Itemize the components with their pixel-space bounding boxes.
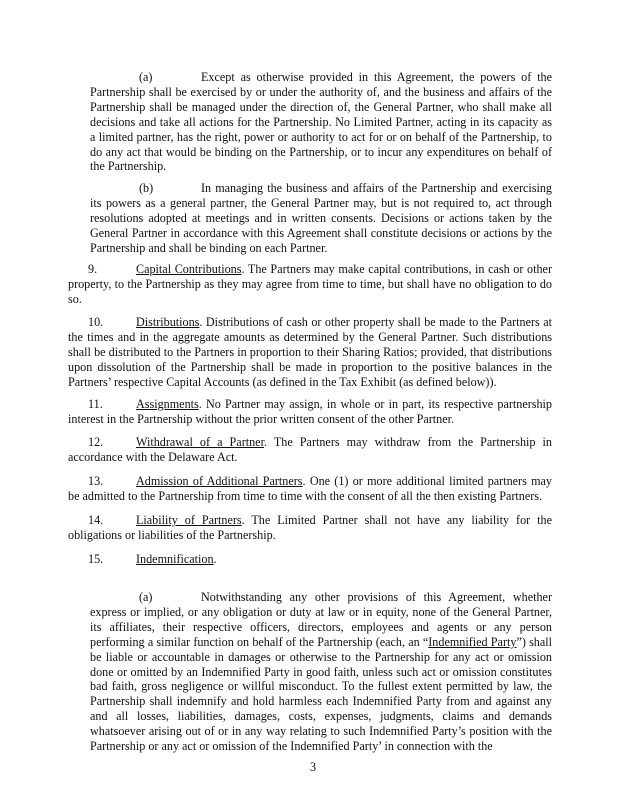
page-number: 3 [309,760,317,774]
section-10 [68,315,552,390]
section-15 [68,552,552,567]
section-number: 15. [88,552,104,566]
section-text: . The Limited Partner shall not have any liability for the obligations or liabilities of the Partnership. [68,513,553,542]
section-heading: Withdrawal of a Partner [136,435,264,449]
section-text: . No Partner may assign, in whole or in part, its respective partnership interest in the Partnership without the prior written consent of the other Partner. [68,397,552,426]
section-heading: Assignments [136,397,199,411]
section-text: . The Partners may withdraw from the Partnership in accordance with the Delaware Act. [68,435,552,464]
section-text: . Distributions of cash or other property shall be made to the Partners at the times and in the aggregate amounts as determined by the General Partner. Such distributions shall be distributed to the Partners in proportion to their Sharing Ratios; provided, that distributions upon dissolution of the Partnership shall be made in proportion to the positive balances in the Partners’ respective Capital Accounts (as defined in the Tax Exhibit (as defined below)). [68,315,552,389]
section-number: 14. [88,513,104,527]
paragraph-text: Notwithstanding any other provisions of this Agreement, whether express or implied, or any obligation or duty at law or in equity, none of the General Partner, its affiliates, their respective officers, directors, employees and agents or any person performing a similar function on behalf of the Partnership (each, an “ [90,590,552,649]
section-number: 12. [88,435,104,449]
section-heading: Distributions [136,315,200,329]
section-heading: Liability of Partners [136,513,242,527]
paragraph-8a [90,70,552,174]
paragraph-text: In managing the business and affairs of the Partnership and exercising its powers as a general partner, the General Partner may, but is not required to, act through resolutions adopted at meetings and in written consents. Decisions or actions taken by the General Partner in accordance with this Agreement shall constitute decisions or actions by the Partnership and shall be binding on each Partner. [90,181,552,255]
section-heading: Capital Contributions [136,262,242,276]
paragraph-8b [90,181,552,256]
section-number: 11. [88,397,103,411]
paragraph-label: (b) [139,181,154,195]
section-9 [68,262,552,307]
section-text: . [213,552,217,566]
section-11 [68,397,552,427]
section-12 [68,435,552,465]
section-number: 10. [88,315,104,329]
section-13 [68,474,552,504]
section-heading: Admission of Additional Partners [136,474,303,488]
section-text: . The Partners may make capital contributions, in cash or other property, to the Partnership as they may agree from time to time, but shall have no obligation to do so. [68,262,552,306]
paragraph-label: (a) [139,590,153,604]
section-14 [68,513,552,543]
section-number: 9. [88,262,98,276]
section-text: . One (1) or more additional limited partners may be admitted to the Partnership from time to time with the consent of all the then existing Partners. [68,474,552,503]
section-heading: Indemnification [136,552,214,566]
section-number: 13. [88,474,104,488]
paragraph-text: Except as otherwise provided in this Agreement, the powers of the Partnership shall be exercised by or under the authority of, and the business and affairs of the Partnership shall be managed under the direction of, the General Partner, who shall make all decisions and take all actions for the Partnership. No Limited Partner, acting in its capacity as a limited partner, has the right, power or authority to act for or on behalf of the Partnership, to do any act that would be binding on the Partnership, or to incur any expenditures on behalf of the Partnership. [90,70,552,174]
paragraph-label: (a) [139,70,153,84]
paragraph-text-cont: ”) shall be liable or accountable in damages or otherwise to the Partnership for any act or omission done or omitted by an Indemnified Party in good faith, unless such act or omission constitutes bad faith, gross negligence or willful misconduct. To the fullest extent permitted by law, the Partnership shall indemnify and hold harmless each Indemnified Party from and against any and all losses, liabilities, damages, costs, expenses, judgments, claims and demands whatsoever arising out of or in any way relating to such Indemnified Party’s position with the Partnership or any act or omission of the Indemnified Party’ in connection with the [90,634,552,754]
defined-term: Indemnified Party [428,634,517,649]
paragraph-15a [90,590,552,754]
